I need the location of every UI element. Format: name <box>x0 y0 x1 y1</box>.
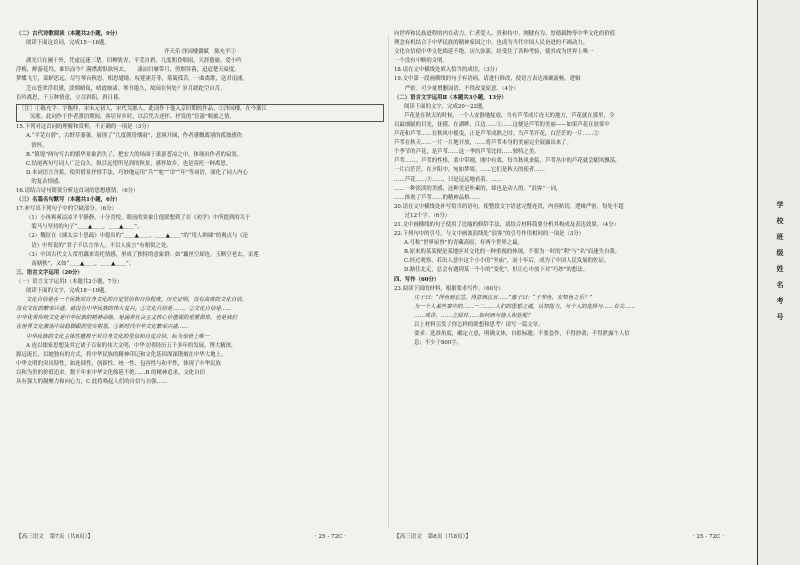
left-text-line: （三）名篇名句默写（本题共1小题，6分） <box>16 197 121 204</box>
right-text-line: 个季节的芦花，是芦苇……这一季的芦苇比较……独特之美。 <box>394 149 540 156</box>
left-text-line: 阅读下面这首词，完成15～16题。 <box>26 40 110 47</box>
page-divider <box>388 36 389 528</box>
left-text-line: 的复杂情感。 <box>26 178 64 185</box>
left-text-line: D.本词语言含蓄，使用借景抒情手法，巧妙地运用“兵”“驼”“帘”“年”等词语，深化了词人内心 <box>26 169 248 176</box>
right-text-line: 一片白茫茫，在夕阳中，宛如梦境。……它们是秋天的使者…… <box>394 167 545 174</box>
binding-strip <box>757 0 800 565</box>
binding-char: 名 <box>776 280 784 289</box>
binding-char: 校 <box>776 216 784 225</box>
left-text-line: 齐天乐·泽国楼偶赋 陈允平① <box>164 49 236 56</box>
right-text-line: （二）语言文字运用Ⅱ（本题共3小题，13分） <box>394 94 507 101</box>
right-text-line: 以上材料引发了你怎样的联想和思考？请写一篇文章。 <box>414 322 544 328</box>
left-text-line: 湖光只在阑干外，凭虚远迷三楚。旧柳犹青，平芜自碧，几度朝昏烟雨。天涯倦旅。爱小吟 <box>26 58 242 65</box>
left-text-line: 文化自信是在一个民族对自身文化的自觉坚信和自信程度。历史证明，没有高度的文化自信， <box>26 297 248 304</box>
left-text-line: 语》中所说的“君子不以言举人，不以人废言”有相似之处。 <box>26 242 172 249</box>
binding-char: 姓 <box>776 264 784 273</box>
right-text-line: 20.请在文中横线处补写恰当的语句，使整段文字语意完整连贯，内容贴切，逻辑严密，每处不超 <box>394 203 624 210</box>
left-text-line: 15.下列对这首词的理解和赏析，不正确的一项是（3分） <box>16 124 152 131</box>
left-text-line: C.结尾两句写词人广泛良久，纵目远望所见到的秋景，感怀故乡，也是寄托一种离思。 <box>26 160 232 167</box>
right-text-line: ……一种淡淡的美感，这种美是朴素的，却也是动人的。“浪客”一词， <box>394 185 562 192</box>
page-7-label: 【高三语文 第7页（共8页）】 <box>16 534 94 540</box>
binding-labels <box>772 200 788 321</box>
right-text-line: 理念有机结合于中华民族的精神家园之中，也成为当代中国人民奋进的不竭动力。 <box>394 40 589 47</box>
left-text-line: 16.请结合诗句简要分析这首词的思想感情。（6分） <box>16 188 139 194</box>
annotation-box <box>16 104 384 123</box>
left-text-line: （3）中国古代文人常用藕来寄托情感，形成了独特的意象群：如“藕丝空却连，玉断空老去，采莲 <box>26 251 259 258</box>
page-8 <box>394 30 748 530</box>
binding-char: 考 <box>776 296 784 305</box>
left-text-line: 浮梅，醉游花坞。谁识而今？满襟离恨欲何去。 凄凉归雁带月，剪烟穿暮，迢迢楚天暗度。 <box>16 67 240 74</box>
left-text-line: 具有强大的凝聚力和向心力，C 此将唤起人们的自信与自强…… <box>16 378 168 385</box>
binding-char: 号 <box>776 312 784 321</box>
left-text-line: 南塘秋”，又如“＿＿▲＿＿，＿＿▲＿＿”。 <box>26 260 135 267</box>
left-text-line: （二）古代诗歌阅读（本题共2小题，9分） <box>16 31 121 37</box>
left-text-line: 中华优秀传统文化是中华民族的精神命脉，是涵养社会主义核心价值观的重要源泉，也是我们 <box>16 315 238 322</box>
right-text-line: 文化自信使中华文化绵延不绝，历久弥新，经受住了各种考验，使其成为世界上唯一 <box>394 49 594 56</box>
right-text-line: 19.文中第一段画横线的句子有语病，请进行修改，使语言表达准确流畅，逻辑 <box>394 76 581 83</box>
right-text-line: C.经过观察，若出人意中这个小小的“坐庙”，而十年后，成为了中国人民发展的佐证。 <box>404 258 610 265</box>
right-text-line: 18.请在文中横线处填入恰当的成语。（3分） <box>394 67 501 74</box>
binding-char: 学 <box>776 200 784 209</box>
page-8-code: · 25 - 72C · <box>692 534 724 540</box>
right-text-line: 一个没有中断的文明。 <box>394 58 448 65</box>
page-7 <box>16 30 384 530</box>
left-text-line: 吴淞。此词作于作者漂泊期间，客居异乡时，以后凭古述怀，抒发的“宦游”羁旅之情。 <box>19 114 235 121</box>
right-text-line: 要求：选准角度，确定立意，明确文体，自拟标题；不要套作，不得抄袭；不得泄露个人信 <box>414 331 630 338</box>
right-text-line: 阅读下面的文字，完成20～22题。 <box>404 103 488 110</box>
binding-char: 班 <box>776 232 784 241</box>
right-text-line: 22.下列句中的引号，与文中画波浪线处“浪客”的引号作用相同的一项是（3分） <box>394 231 585 238</box>
right-text-line: B.原来的某某便是某地区对文化的一种重视的体现，不要为一时的“利”与“名”而迷失自我。 <box>404 249 621 256</box>
right-text-line: ……体现了芦苇……的精神品格…… <box>394 194 481 201</box>
left-text-line: （2）魏征在《谏太宗十思疏》中提出的“＿＿▲＿＿，＿＿▲＿＿”的“用人纳谏”的观点与《论 <box>26 233 249 240</box>
right-text-line: 芦花是在秋天的时候，一个人安静地绽放，当有芦苇成片连天的地方，芦花就在那里，令 <box>404 112 615 119</box>
left-text-line: 三、语言文字运用（20分） <box>16 269 83 276</box>
right-text-line: 21.文中画横线的句子使用了比喻的修辞手法，请结合材料简要分析其构成及表达效果。（4分） <box>394 221 619 228</box>
left-text-line: 芝山苍翠浮眉黛，淡烟晴岚，晴霞映渚。琴书倦久，故园在何处？岁月蹉跎空自苦。 <box>26 85 226 92</box>
left-text-line: 情怀。 <box>26 142 48 149</box>
right-text-line: 以最细腻的目光，抚摸。在湖畔、江边……①……这便是芦苇的美丽——如果芦花在晨雾中 <box>394 121 610 128</box>
left-text-line: 以和为贵的价值追求。数千年来中华文化绵延不绝……B 的精神追求，文化自信 <box>16 369 205 376</box>
right-text-line: ……芦花……③……，只是远远地看着，…… <box>394 176 502 183</box>
left-text-line: A 连以儒家思想及其它诸子百家的伟大文明，中华文明经历五千多年的发展，博大精深， <box>26 342 237 349</box>
left-text-line: 裂马与坚持的句子“＿＿▲＿＿，＿＿▲＿＿”。 <box>26 224 143 231</box>
page-7-footer <box>16 533 346 541</box>
left-text-line: （1）小孩爽爽凉凉平平静静，十分喜悦，眼前的景象让他联想到了在《劝学》中所提到的关于 <box>26 215 251 222</box>
binding-char: 级 <box>776 248 784 257</box>
page-7-code: · 25 - 72C · <box>314 534 346 540</box>
left-text-line: 在世界文化激荡中站稳脚跟的坚实根基。③新时代中华文化繁荣兴盛…… <box>16 324 189 331</box>
left-text-line: 长吟离思，千万种情意，立尽斜阳，斜日暮。 <box>16 94 124 101</box>
right-text-line: 息；不少于800字。 <box>414 340 463 347</box>
right-text-line: 向世界和民族进程的内在动力。仁者爱人、贵和持中、刚健有为、厚德载物等中华文化的价值 <box>394 31 616 37</box>
right-text-line: 过12个字。（6分） <box>394 212 451 219</box>
right-text-line: A.号称“世界屋脊”的青藏高原，有两个世界之最。 <box>404 240 523 247</box>
page-8-label: 【高三语文 第8页（共8页）】 <box>394 534 472 540</box>
left-text-line: 17.补写出下列句子中的空缺部分。（6分） <box>16 206 117 213</box>
right-text-line: 四、写作（60分） <box>394 276 440 283</box>
right-text-line: 庄子曰：“得鱼而忘筌，得意而忘言……”惠子曰：“子非鱼，安知鱼之乐？” <box>414 294 593 301</box>
left-text-line: 阅读下面的文字，完成18～19题。 <box>26 288 110 295</box>
left-text-line: 梦蝶飞尘，菜鲈思远，尽写琴台秋思。相思缱绻。叹莲浦芳菲，菊篱孤苦。一曲离歌，送君南浦。 <box>16 76 248 83</box>
right-text-line: 芦苇在秋天……一片一片地开放，……将芦苇本身的美丽完全展露出来了。 <box>394 140 572 147</box>
right-text-line: D.路往北走，总会有遇到某一个小的“变化”，但让心中放下对“巧妙”的想法。 <box>404 267 588 274</box>
right-text-line: 芦花和芦苇……在秋风中摇曳，正是芦苇成熟之时。当芦苇开花，白茫茫的一片……② <box>394 131 599 138</box>
page-8-footer <box>394 533 724 541</box>
left-text-line: 源远流长，以她独有的方式，将中华民族的精神印记和文化基因深深镌刻在中华大地上。 <box>16 351 227 358</box>
right-text-line: ……或许，……之间对……如何而与他人和处呢？ <box>414 312 533 319</box>
left-text-line: B.“镇堤”两句写古的繁华景象消失了，把宏大的场面于萧瑟苍凉之中，体现出作者的寂寞。 <box>26 151 243 158</box>
right-text-line: 23.阅读下面的材料，根据要求写作。（60分） <box>394 285 504 292</box>
left-text-line: （一）语言文字运用Ⅰ（本题共2小题，7分） <box>16 278 123 285</box>
left-text-line: 中华文明的突出特性，如连续性、创新性、统一性、包容性与和平性，体现了中华民族 <box>16 360 221 367</box>
right-text-line: 为一个人某些事中的……一二……人们的思想之诚，认知能力，与个人的选择与……有关…… <box>414 303 636 310</box>
left-text-line: A.“平芜自碧”，古野草萋萋，展现了“几度朝昏烟雨”，意境开阔，作者感慨离别的孤独感伤 <box>26 133 243 140</box>
left-text-line: 中华民族的文化主体性植根于对自身文化的坚信和自觉自信，标为举世上唯一 <box>26 333 210 340</box>
left-text-line: 没有文化的繁荣兴盛，就没有中华民族的伟大复兴。①文化自信是……，②文化自信是…… <box>16 306 232 313</box>
right-text-line: 严密。可少量增删词语，不得改变原意。（4分） <box>394 85 519 92</box>
right-text-line: 芦苇……。芦苇的性格，柔中带刚，刚中有柔，每当秋风来临，芦苇丛中的芦花就会随风飘荡， <box>394 158 621 165</box>
left-text-line: ［注］①陈允平：字衡仲，宋末元初人，宋代吴淞人。此词作于他入京时期的作品。②泽国楼，在今浙江 <box>19 105 267 112</box>
